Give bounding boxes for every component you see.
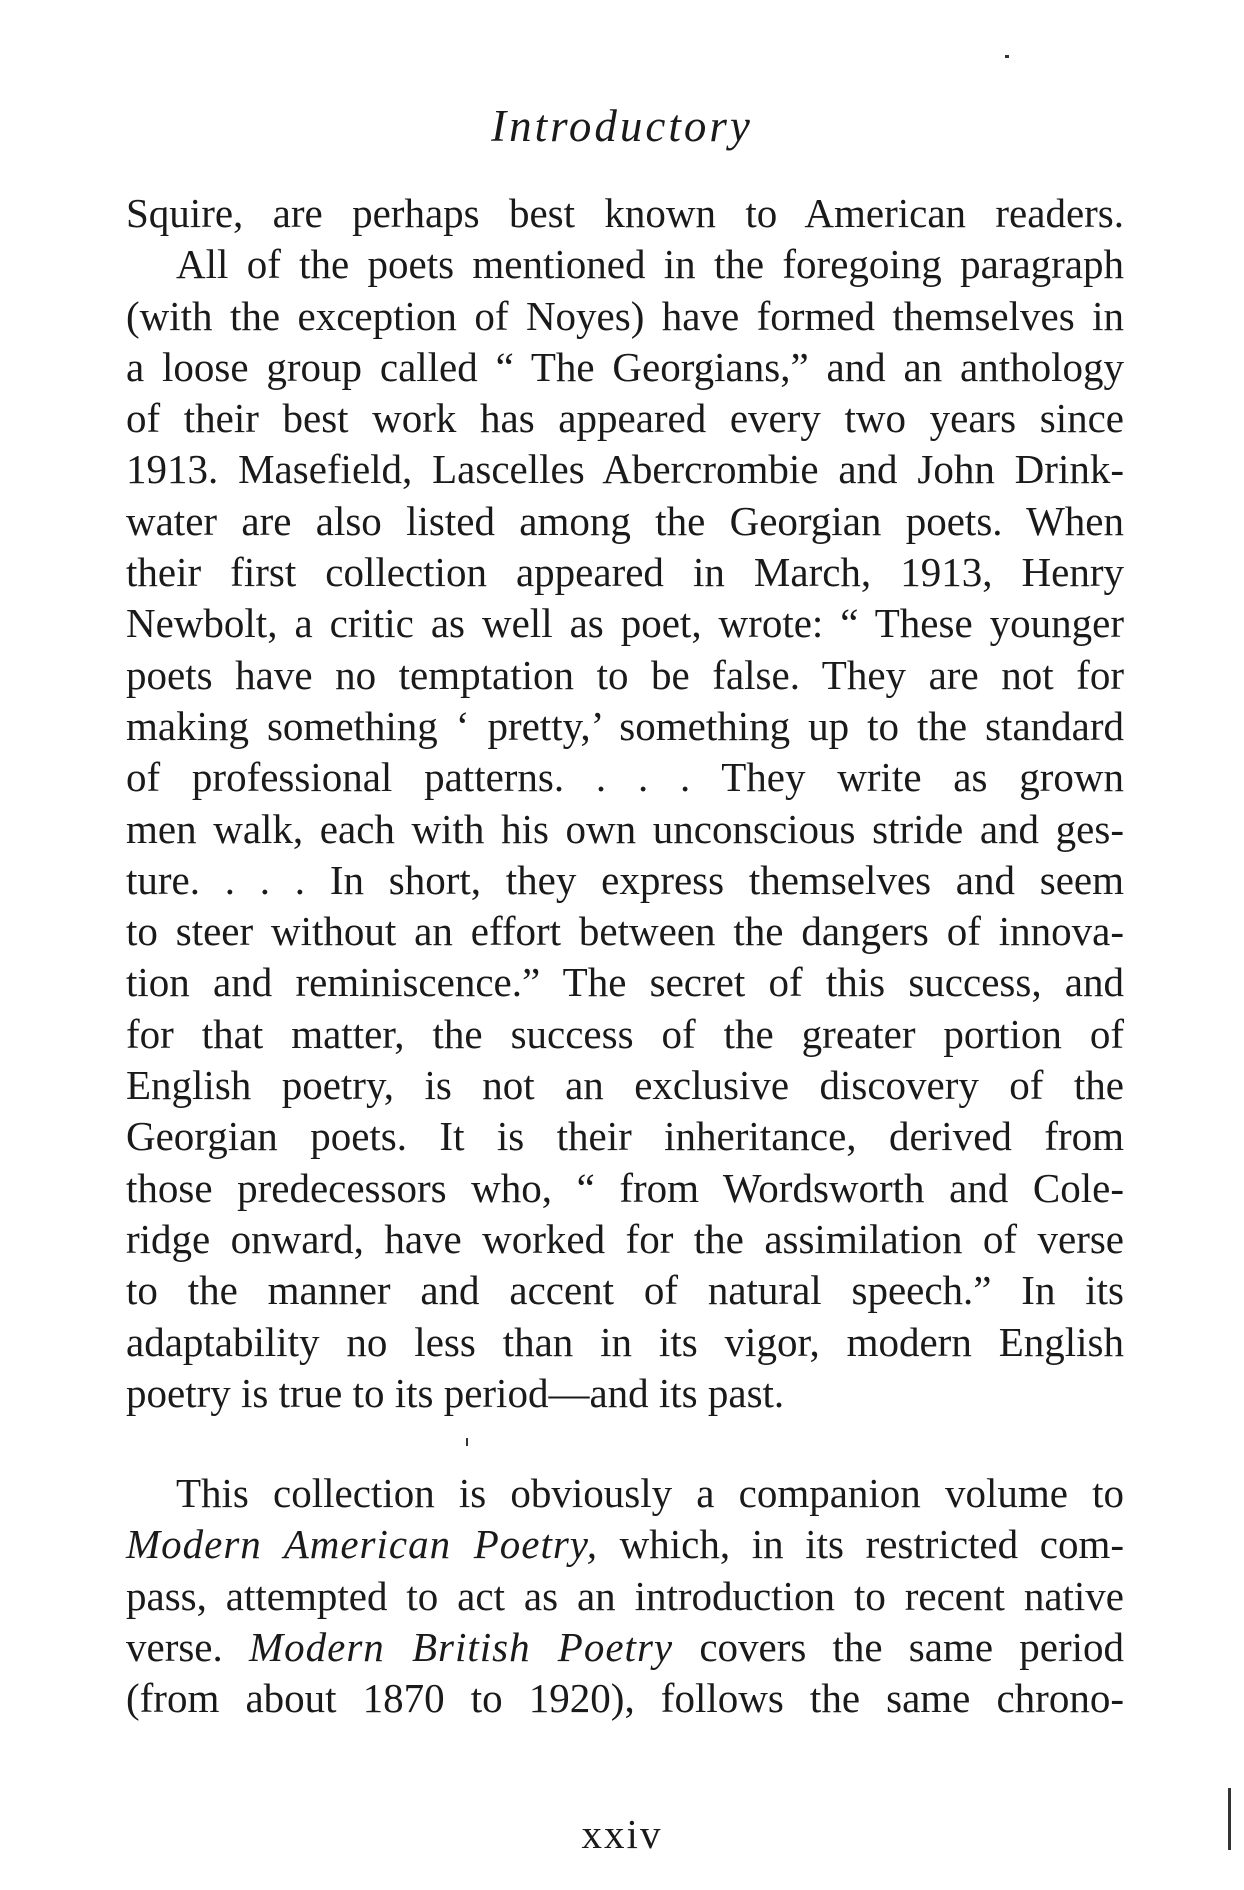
text-line: men walk, each with his own unconscious stride and ges-: [126, 805, 1124, 852]
text-line: to steer without an effort between the dangers of innova-: [126, 908, 1124, 955]
text-line: of professional patterns. . . . They write as grown: [126, 754, 1124, 801]
text-run: which, in its restricted com-: [598, 1521, 1124, 1568]
text-line: of their best work has appeared every two years since: [126, 395, 1124, 442]
text-line: water are also listed among the Georgian poets. When: [126, 497, 1124, 544]
text-line: English poetry, is not an exclusive discovery of the: [126, 1062, 1124, 1109]
text-line: [126, 1519, 1124, 1570]
text-line: to the manner and accent of natural speech.” In its: [126, 1267, 1124, 1314]
text-line: 1913. Masefield, Lascelles Abercrombie and John Drink-: [126, 446, 1124, 493]
text-line: All of the poets mentioned in the foregoing paragraph: [176, 241, 1124, 288]
book-title-italic: Modern British Poetry: [248, 1623, 674, 1670]
page-number: xxiv: [581, 1811, 663, 1857]
book-title-italic: Modern American Poetry,: [126, 1521, 598, 1568]
text-line: Squire, are perhaps best known to American readers.: [126, 190, 1124, 236]
scan-speck: [1228, 1788, 1231, 1850]
text-line: those predecessors who, “ from Wordsworth and Cole-: [126, 1164, 1124, 1211]
text-line: poetry is true to its period—and its past.: [126, 1369, 785, 1416]
text-line: (with the exception of Noyes) have formed themselves in: [126, 292, 1124, 339]
text-line: a loose group called “ The Georgians,” and an anthology: [126, 343, 1124, 390]
text-line: (from about 1870 to 1920), follows the same chrono-: [126, 1675, 1124, 1722]
text-line: ridge onward, have worked for the assimilation of verse: [126, 1215, 1124, 1262]
text-line: tion and reminiscence.” The secret of this success, and: [126, 959, 1124, 1006]
text-line: [126, 1622, 1124, 1673]
text-line: their first collection appeared in March, 1913, Henry: [126, 549, 1124, 596]
text-line: ture. . . . In short, they express themselves and seem: [126, 856, 1124, 903]
text-run: verse.: [126, 1623, 249, 1670]
scan-speck: [466, 1438, 468, 1446]
text-line: adaptability no less than in its vigor, modern English: [126, 1318, 1124, 1365]
text-line: making something ‘ pretty,’ something up to the standard: [126, 702, 1124, 749]
text-line: Newbolt, a critic as well as poet, wrote: “ These younger: [126, 600, 1124, 647]
text-line: poets have no temptation to be false. They are not for: [126, 651, 1124, 698]
paragraph-2: [126, 1468, 1124, 1724]
text-line: pass, attempted to act as an introduction to recent native: [126, 1572, 1124, 1619]
text-line: This collection is obviously a companion volume to: [176, 1470, 1124, 1516]
text-line: for that matter, the success of the greater portion of: [126, 1010, 1124, 1057]
running-head: Introductory: [491, 101, 753, 151]
scan-speck: [1005, 55, 1009, 58]
paragraph-1: [126, 188, 1124, 1419]
text-line: Georgian poets. It is their inheritance, derived from: [126, 1113, 1124, 1160]
text-run: covers the same period: [673, 1623, 1124, 1670]
